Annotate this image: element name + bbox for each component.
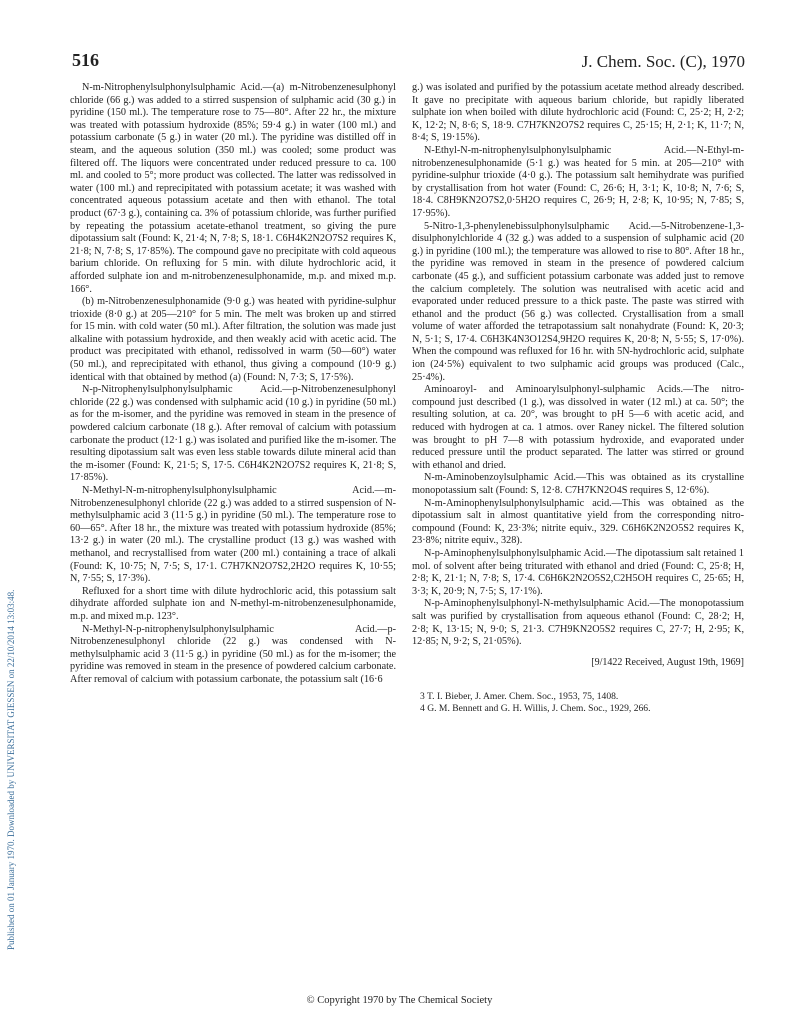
- paragraph: N-p-Nitrophenylsulphonylsulphamic Acid.—p-Nitrobenzenesulphonyl chloride (22 g.) was condensed with sulphamic acid (10 g.) in pyridine (50 ml.) as for the m-isomer, and the pyridine was removed in steam in the presence of powdered calcium carbonate (18 g.). After removal of calcium with potassium carbonate the product (12·1 g.) was isolated and purified like the m-isomer. The resulting dipotassium salt was even less stable towards dilute mineral acid than the m-isomer (Found: K, 21·5; S, 17·5. C6H4K2N2O7S2 requires K, 21·8; S, 17·85%).: [70, 384, 396, 484]
- copyright-footer: © Copyright 1970 by The Chemical Society: [306, 995, 493, 1006]
- paragraph: N-m-Aminobenzoylsulphamic Acid.—This was obtained as its crystalline monopotassium salt (Found: S, 12·8. C7H7KN2O4S requires S, 12·6%).: [412, 472, 744, 496]
- paragraph: N-Methyl-N-p-nitrophenylsulphonylsulphamic Acid.—p-Nitrobenzenesulphonyl chloride (22 g.) was condensed with N-methylsulphamic acid 3 (11·5 g.) in pyridine (50 ml.) as for the m-isomer; the pyridine was removed in steam in the presence of powdered calcium carbonate. After removal of calcium with potassium carbonate, the potassium salt (16·6: [70, 623, 396, 685]
- reference-item: 3 T. I. Bieber, J. Amer. Chem. Soc., 1953, 75, 1408.: [420, 691, 619, 703]
- journal-header: J. Chem. Soc. (C), 1970: [581, 52, 745, 71]
- page-number: 516: [72, 50, 99, 70]
- paragraph: Aminoaroyl- and Aminoarylsulphonyl-sulphamic Acids.—The nitro-compound just described (1 g.), was dissolved in water (12 ml.) at ca. 50°; the resulting solution, at ca. 20°, was brought to pH 5—6 with acetic acid, and reduced with hydrogen at ca. 1 atmos. over Raney nickel. The filtered solution was brought to pH 7—8 with potassium hydroxide, and evaporated under reduced pressure until the product separated. The latter was stirred or ground with ethanol and dried.: [412, 384, 744, 471]
- paragraph: N-m-Aminophenylsulphonylsulphamic acid.—This was obtained as the dipotassium salt in almost quantitative yield from the corresponding nitro-compound (Found: K, 23·3%; nitrite equiv., 329. C6H6K2N2O5S2 requires K, 23·8%; nitrite equiv., 328).: [412, 497, 744, 547]
- paragraph: N-Methyl-N-m-nitrophenylsulphonylsulphamic Acid.—m-Nitrobenzenesulphonyl chloride (22 g.) was added to a stirred suspension of N-methylsulphamic acid 3 (11·5 g.) in pyridine (50 ml.). The temperature rose to 60—65°. After 18 hr., the mixture was treated with potassium hydroxide (85%; 13·2 g.) in water (20 ml.). The crystalline product (13 g.) was washed with methanol, and recrystallised from water (200 ml.) containing a trace of alkali (Found: K, 10·75; N, 7·5; S, 17·1. C7H7KN2O7S2,2H2O requires K, 10·55; N, 7·55; S, 17·3%).: [70, 485, 396, 585]
- paragraph: Refluxed for a short time with dilute hydrochloric acid, this potassium salt dihydrate afforded sulphate ion and N-methyl-m-nitrobenzenesulphonamide, m.p. and mixed m.p. 123°.: [70, 585, 396, 622]
- paragraph: N-p-Aminophenylsulphonyl-N-methylsulphamic Acid.—The monopotassium salt was purified by crystallisation from aqueous ethanol (Found: C, 28·2; H, 2·8; K, 13·15; N, 9·0; S, 21·3. C7H9KN2O5S2 requires C, 27·7; H, 2·95; K, 12·85; N, 9·2; S, 21·05%).: [412, 598, 744, 648]
- paragraph: 5-Nitro-1,3-phenylenebissulphonylsulphamic Acid.—5-Nitrobenzene-1,3-disulphonylchloride 4 (32 g.) was added to a suspension of sulphamic acid (20 g.) in pyridine (100 ml.); the temperature was allowed to rise to 80°. After 18 hr., the pyridine was removed in steam in the presence of powdered calcium carbonate (45 g.), and sufficient potassium carbonate was added just to remove the calcium completely. The solution was neutralised with acetic acid and evaporated under reduced pressure to a thick paste. The paste was stirred with ethanol and the product (56 g.) was collected. Crystallisation from a small volume of water afforded the tetrapotassium salt nonahydrate (Found: K, 20·3; N, 5·1; S, 17·4. C6H3K4N3O12S4,9H2O requires K, 20·8; N, 5·55; S, 17·0%). When the compound was refluxed for 16 hr. with 5N-hydrochloric acid, sulphate ion (24·5%) equivalent to two sulphamic acid groups was produced (Calc., 25·4%).: [412, 220, 744, 383]
- paragraph: N-p-Aminophenylsulphonylsulphamic Acid.—The dipotassium salt retained 1 mol. of solvent after being triturated with ethanol and dried (Found: C, 25·8; H, 2·8; K, 21·1; N, 7·8; S, 17·4. C6H6K2N2O5S2,C2H5OH requires C, 25·65; H, 3·3; K, 20·9; N, 7·5; S, 17·1%).: [412, 547, 744, 597]
- right-column: [412, 82, 744, 715]
- references: [412, 691, 744, 715]
- reference-item: 4 G. M. Bennett and G. H. Willis, J. Chem. Soc., 1929, 266.: [420, 703, 651, 715]
- paragraph: (b) m-Nitrobenzenesulphonamide (9·0 g.) was heated with pyridine-sulphur trioxide (8·0 g.) at 205—210° for 5 min. The melt was broken up and stirred for 15 min. with cold water (50 ml.). After filtration, the solution was made just alkaline with potassium hydroxide, and then weakly acid with acetic acid. The product was precipitated with ethanol, redissolved in warm (50—60°) water (50 ml.), and reprecipitated with ethanol, thus giving a compound (10·9 g.) identical with that obtained by method (a) (Found: N, 7·3; S, 17·5%).: [70, 296, 396, 383]
- paragraph: N-m-Nitrophenylsulphonylsulphamic Acid.—(a) m-Nitrobenzenesulphonyl chloride (66 g.) was added to a stirred suspension of sulphamic acid (30 g.) in pyridine (150 ml.). The temperature rose to 75—80°. After 22 hr., the mixture was treated with potassium hydroxide (85%; 59·4 g.) in water (100 ml.) and potassium carbonate (5 g.) in water (20 ml.). The pyridine was distilled off in steam, and the aqueous solution (350 ml.) was cooled; some product was filtered off. The liquors were concentrated under reduced pressure to ca. 100 ml. and cooled to 5°; more product was collected. The latter was redissolved in water (100 ml.) and reprecipitated with potassium acetate; it was washed with concentrated aqueous potassium acetate and then with ethanol. The total product (67·3 g.), containing ca. 3% of potassium chloride, was further purified by repeating the potassium acetate-ethanol treatment, so giving the pure dipotassium salt (Found: K, 21·4; N, 7·8; S, 18·1. C6H4K2N2O7S2 requires K, 21·8; N, 7·8; S, 17·85%). The compound gave no precipitate with cold aqueous barium chloride. On refluxing for 5 min. with dilute hydrochloric acid, it afforded sulphate ion and m-nitrobenzenesulphonamide, m.p. and mixed m.p. 166°.: [70, 82, 396, 295]
- download-notice: Published on 01 January 1970. Downloaded by UNIVERSITAT GIESSEN on 22/10/2014 13:03:48.: [6, 589, 16, 950]
- left-column: [70, 82, 396, 687]
- paragraph: N-Ethyl-N-m-nitrophenylsulphonylsulphamic Acid.—N-Ethyl-m-nitrobenzenesulphonamide (5·1 g.) was heated for 5 min. at 205—210° with pyridine-sulphur trioxide (4·0 g.). The potassium salt hemihydrate was purified by crystallisation from hot water (Found: C, 26·6; H, 3·1; K, 10·8; N, 7·6; S, 18·4. C8H9KN2O7S2,0·5H2O requires C, 26·9; H, 2·8; K, 10·95; N, 7·85; S, 17·95%).: [412, 144, 744, 219]
- received-date: [9/1422 Received, August 19th, 1969]: [591, 656, 744, 668]
- paragraph: g.) was isolated and purified by the potassium acetate method already described. It gave no precipitate with aqueous barium chloride, but rapidly liberated sulphate ion when boiled with dilute hydrochloric acid (Found: C, 25·2; H, 2·2; K, 12·2; N, 8·6; S, 18·9. C7H7KN2O7S2 requires C, 25·15; H, 2·1; K, 11·7; N, 8·4; S, 19·15%).: [412, 82, 744, 144]
